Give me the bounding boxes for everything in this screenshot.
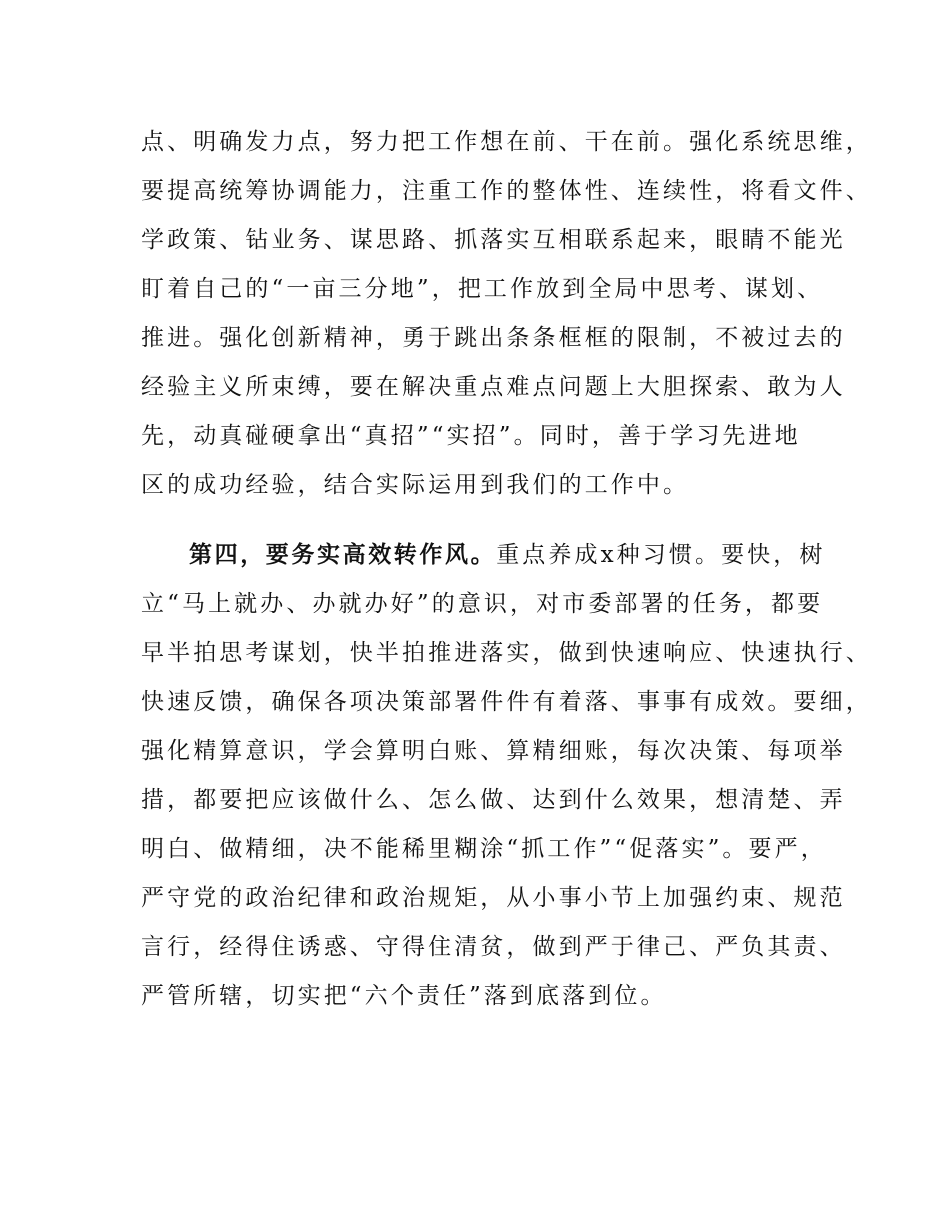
text-line: 强化精算意识，学会算明白账、算精细账，每次决策、每项举 xyxy=(141,738,846,764)
text-line: 快速反馈，确保各项决策部署件件有着落、事事有成效。要细， xyxy=(141,689,872,715)
text-line: 言行，经得住诱惑、守得住清贫，做到严于律己、严负其责、 xyxy=(141,934,846,960)
text-line: 经验主义所束缚，要在解决重点难点问题上大胆探索、敢为人 xyxy=(141,374,846,400)
text-line: 措，都要把应该做什么、怎么做、达到什么效果，想清楚、弄 xyxy=(141,787,846,813)
text-line: 区的成功经验，结合实际运用到我们的工作中。 xyxy=(141,472,690,498)
text-line: 立“马上就办、办就办好”的意识，对市委部署的任务，都要 xyxy=(141,591,824,617)
text-line: 明白、做精细，决不能稀里糊涂“抓工作”“促落实”。要严， xyxy=(141,836,827,862)
paragraph-heading: 第四，要务实高效转作风。 xyxy=(189,542,497,568)
text-line: 学政策、钻业务、谋思路、抓落实互相联系起来，眼睛不能光 xyxy=(141,227,846,253)
text-line: 早半拍思考谋划，快半拍推进落实，做到快速响应、快速执行、 xyxy=(141,640,872,666)
paragraph-first-line-text: 重点养成x种习惯。要快，树 xyxy=(496,542,826,568)
text-line: 先，动真碰硬拿出“真招”“实招”。同时，善于学习先进地 xyxy=(141,423,801,449)
text-line: 要提高统筹协调能力，注重工作的整体性、连续性，将看文件、 xyxy=(141,178,872,204)
text-line: 点、明确发力点，努力把工作想在前、干在前。强化系统思维， xyxy=(141,129,872,155)
text-line: 推进。强化创新精神，勇于跳出条条框框的限制，不被过去的 xyxy=(141,325,846,351)
text-line-first xyxy=(189,540,825,570)
text-line: 严守党的政治纪律和政治规矩，从小事小节上加强约束、规范 xyxy=(141,885,846,911)
text-line: 严管所辖，切实把“六个责任”落到底落到位。 xyxy=(141,983,667,1009)
text-line: 盯着自己的“一亩三分地”，把工作放到全局中思考、谋划、 xyxy=(141,276,824,302)
